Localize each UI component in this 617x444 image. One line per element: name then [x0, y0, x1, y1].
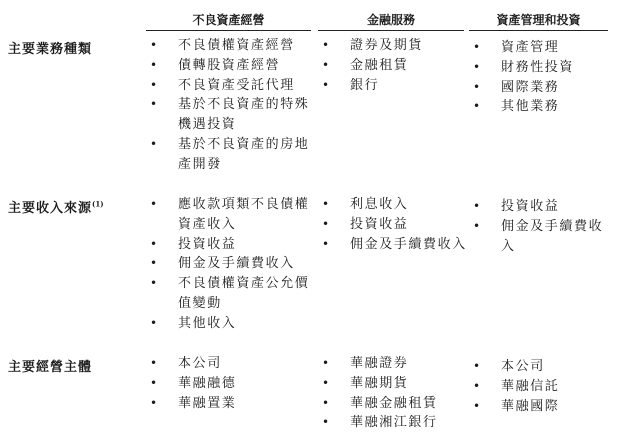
list-item: • 華融國際: [473, 398, 560, 414]
row-label-note: (1): [92, 199, 104, 209]
cell-revenue-asset-mgmt: [473, 197, 613, 256]
list-item: • 華融證券: [322, 356, 409, 371]
column-header-financial-services: 金融服務: [318, 10, 464, 31]
bullet-list: [150, 195, 315, 334]
row-label-text: 主要業務種類: [8, 42, 93, 57]
list-item-text: 華融置業: [178, 395, 237, 411]
cell-revenue-financial: [322, 195, 467, 254]
list-item: • 不良資產受託代理: [150, 77, 295, 93]
row-label-business-types: [8, 38, 92, 57]
list-item: • 本公司: [150, 356, 222, 371]
list-item: • 華融金融租賃: [322, 395, 438, 411]
list-item-text: 應收款項類不良債權資產收入: [178, 197, 310, 232]
list-item-text: 佣金及手續費收入: [350, 236, 467, 252]
list-item-text: 基於不良資產的房地產開發: [178, 136, 310, 172]
list-item-text: 華融期貨: [350, 375, 409, 391]
list-item-text: 華融國際: [501, 398, 560, 414]
cell-entities-npa: [150, 354, 315, 413]
bullet-list: [473, 197, 613, 256]
list-item-text: 華融信託: [501, 378, 560, 394]
list-item-text: 華融金融租賃: [350, 395, 438, 411]
list-item: • 本公司: [473, 359, 545, 374]
list-item: • 佣金及手續費收入: [473, 218, 604, 254]
bullet-list: [150, 36, 315, 175]
list-item: • 其他業務: [473, 99, 560, 115]
list-item: • 華融置業: [150, 395, 237, 411]
list-item: • 利息收入: [322, 197, 409, 212]
row-label-operating-entities: [8, 356, 92, 375]
list-item: • 投資收益: [473, 199, 560, 214]
row-label-text: 主要收入來源: [8, 201, 93, 216]
list-item: • 投資收益: [322, 216, 409, 232]
list-item-text: 其他收入: [178, 315, 237, 331]
cell-entities-asset-mgmt: [473, 357, 613, 416]
list-item: • 華融信託: [473, 378, 560, 394]
list-item-text: 華融證券: [350, 356, 409, 371]
bullet-list: [473, 38, 613, 117]
row-label-revenue-sources: [8, 197, 104, 216]
list-item: • 應收款項類不良債權資產收入: [150, 197, 310, 232]
list-item-text: 華融融德: [178, 375, 237, 391]
list-item-text: 利息收入: [350, 197, 409, 212]
list-item-text: 銀行: [350, 77, 380, 93]
list-item-text: 投資收益: [178, 236, 237, 252]
list-item: • 不良債權資產經營: [150, 38, 295, 53]
list-item: • 銀行: [322, 77, 380, 93]
list-item: • 不良債權資產公允價值變動: [150, 276, 310, 311]
list-item: • 佣金及手續費收入: [322, 236, 467, 252]
list-item: • 華融期貨: [322, 375, 409, 391]
list-item: • 華融湘江銀行: [322, 415, 438, 431]
column-header-asset-management: 資產管理和投資: [469, 10, 608, 31]
list-item-text: 本公司: [501, 359, 545, 374]
list-item: • 基於不良資產的房地產開發: [150, 136, 310, 172]
list-item-text: 不良資產受託代理: [178, 77, 295, 93]
list-item-text: 證券及期貨: [350, 38, 424, 53]
list-item: • 基於不良資產的特殊機遇投資: [150, 97, 310, 133]
list-item-text: 金融租賃: [350, 57, 409, 73]
list-item-text: 本公司: [178, 356, 222, 371]
bullet-list: [150, 354, 315, 413]
list-item: • 佣金及手續費收入: [150, 256, 295, 272]
list-item: • 其他收入: [150, 315, 237, 331]
list-item: • 證券及期貨: [322, 38, 424, 53]
list-item: • 華融融德: [150, 375, 237, 391]
list-item-text: 財務性投資: [501, 59, 575, 75]
cell-business-types-financial: [322, 36, 467, 95]
row-label-text: 主要經營主體: [8, 360, 93, 375]
list-item-text: 投資收益: [350, 216, 409, 232]
column-header-npa: 不良資產經營: [146, 10, 311, 31]
bullet-list: [322, 36, 467, 95]
list-item-text: 不良債權資產經營: [178, 38, 295, 53]
cell-entities-financial: [322, 354, 467, 433]
list-item-text: 其他業務: [501, 99, 560, 115]
list-item: • 國際業務: [473, 79, 560, 95]
cell-business-types-asset-mgmt: [473, 38, 613, 117]
list-item: • 金融租賃: [322, 57, 409, 73]
list-item-text: 債轉股資產經營: [178, 57, 281, 73]
list-item: • 債轉股資產經營: [150, 57, 281, 73]
list-item-text: 資產管理: [501, 40, 560, 55]
list-item-text: 基於不良資產的特殊機遇投資: [178, 97, 310, 133]
bullet-list: [322, 195, 467, 254]
list-item-text: 投資收益: [501, 199, 560, 214]
cell-revenue-npa: [150, 195, 315, 334]
bullet-list: [322, 354, 467, 433]
list-item: • 財務性投資: [473, 59, 575, 75]
list-item-text: 佣金及手續費收入: [178, 256, 295, 272]
list-item-text: 國際業務: [501, 79, 560, 95]
list-item-text: 華融湘江銀行: [350, 415, 438, 431]
cell-business-types-npa: [150, 36, 315, 175]
list-item: • 資產管理: [473, 40, 560, 55]
list-item: • 投資收益: [150, 236, 237, 252]
list-item-text: 佣金及手續費收入: [501, 218, 604, 254]
list-item-text: 不良債權資產公允價值變動: [178, 276, 310, 311]
bullet-list: [473, 357, 613, 416]
